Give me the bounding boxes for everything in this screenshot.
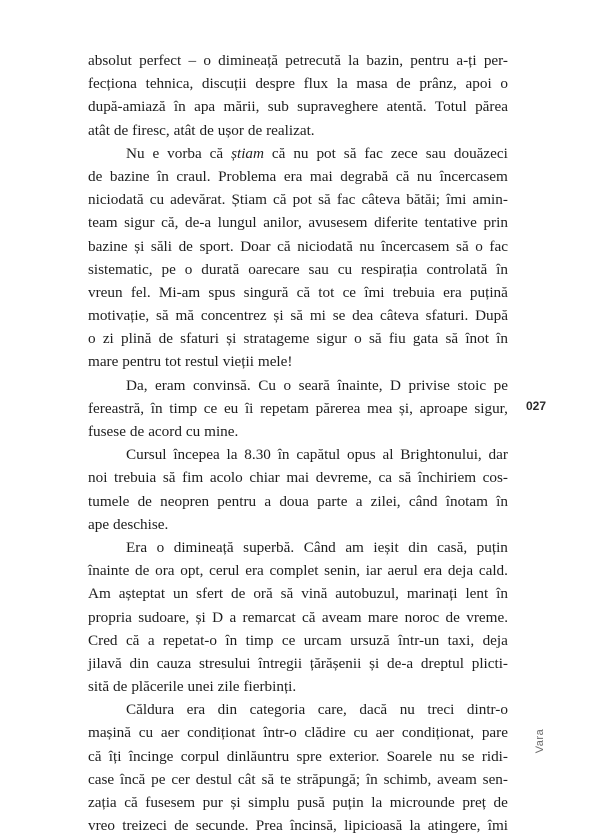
text-line: Cred că a repetat-o în timp ce urcam ursuză într-un taxi, deja bbox=[88, 631, 508, 649]
text-line: tumele de neopren pentru a doua parte a zilei, când înotam în bbox=[88, 492, 508, 510]
running-head bbox=[534, 726, 546, 756]
text-line: sistematic, pe o durată oarecare sau cu respirația controlată în bbox=[88, 260, 508, 278]
running-head-label: Vara bbox=[534, 728, 546, 754]
text-line: noi trebuia să fim acolo chiar mai devreme, ca să închiriem cos- bbox=[88, 469, 508, 487]
text-line: jilavă din cauza stresului întregii țărășenii și de-a dreptul plicti- bbox=[88, 654, 508, 672]
text-line: absolut perfect – o dimineață petrecută la bazin, pentru a-ți per- bbox=[88, 52, 508, 69]
text-line: vreo treizeci de secunde. Prea încinsă, lipicioasă la atingere, îmi bbox=[88, 817, 508, 835]
text-line: fusese de acord cu mine. bbox=[88, 423, 239, 440]
text-line: Da, eram convinsă. Cu o seară înainte, D privise stoic pe bbox=[126, 376, 508, 394]
text-line: propria sudoare, și D a remarcat că aveam mare noroc de vreme. bbox=[88, 608, 508, 626]
text-line: niciodată cu adevărat. Știam că pot să fac câteva bătăi; îmi amin- bbox=[88, 191, 508, 209]
text-line: Cursul începea la 8.30 în capătul opus al Brightonului, dar bbox=[126, 446, 508, 464]
page-number: 027 bbox=[526, 399, 547, 413]
text-line: Nu e vorba că știam că nu pot să fac zece sau douăzeci bbox=[126, 144, 508, 162]
text-line: după-amiază în apa mării, sub supraveghere atentă. Totul părea bbox=[88, 98, 508, 116]
text-line: motivație, să mă concentrez și să mi se dea câteva sfaturi. După bbox=[88, 307, 508, 325]
text-line: team sigur că, de-a lungul anilor, avusesem diferite tentative prin bbox=[88, 214, 508, 232]
text-line: fecționa tehnica, discuții despre flux la masa de prânz, apoi o bbox=[88, 75, 508, 93]
text-line: Am așteptat un sfert de oră să vină autobuzul, marinați lent în bbox=[88, 585, 508, 603]
text-line: mașină cu aer condiționat într-o clădire cu aer condiționat, pare bbox=[88, 724, 508, 742]
text-line: atât de firesc, atât de ușor de realizat. bbox=[88, 121, 315, 139]
body-text bbox=[88, 49, 508, 837]
text-line: o zi plină de sfaturi și stratageme sigur o să fiu gata să înot în bbox=[88, 330, 508, 348]
text-line: ape deschise. bbox=[88, 515, 169, 533]
text-line: mare pentru tot restul vieții mele! bbox=[88, 353, 293, 371]
text-line: fereastră, în timp ce eu îi repetam părerea mea și, aproape sigur, bbox=[88, 399, 508, 417]
text-line: bazine și săli de sport. Doar că niciodată nu încercasem să o fac bbox=[88, 237, 508, 255]
text-line: că îți încinge corpul dinlăuntru spre exterior. Soarele nu se ridi- bbox=[88, 747, 508, 765]
text-line: Căldura era din categoria care, dacă nu treci dintr-o bbox=[126, 701, 508, 719]
text-line: înainte de ora opt, cerul era complet senin, iar aerul era deja cald. bbox=[88, 562, 508, 580]
text-line: zația că fusesem pur și simplu pusă puțin la microunde preț de bbox=[88, 794, 508, 811]
text-line: Era o dimineață superbă. Când am ieșit din casă, puțin bbox=[126, 538, 508, 556]
text-line: vreun fel. Mi-am spus singură că tot ce îmi trebuia era puțină bbox=[88, 283, 508, 301]
text-line: de bazine în craul. Problema era mai degrabă că nu încercasem bbox=[88, 167, 508, 185]
text-line: sită de plăcerile unei zile fierbinți. bbox=[88, 678, 297, 696]
text-line: case încă pe cer destul cât să te străpungă; în schimb, aveam sen- bbox=[88, 770, 508, 788]
